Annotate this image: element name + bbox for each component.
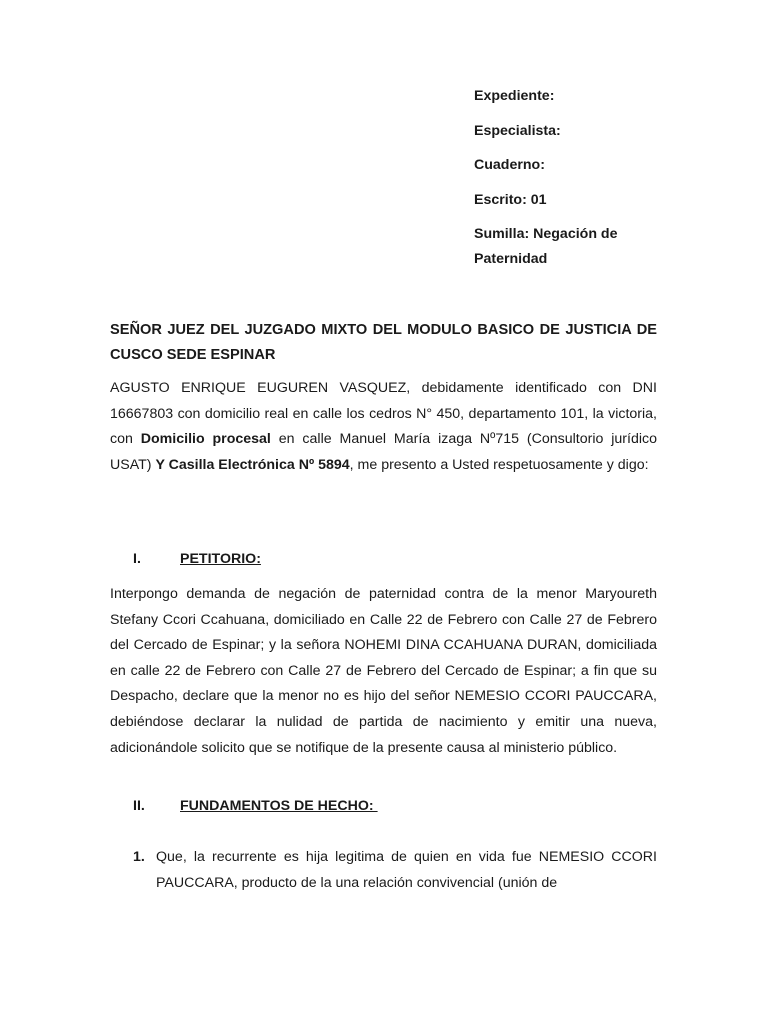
- petitorio-paragraph: Interpongo demanda de negación de paternidad contra de la menor Maryoureth Stefany Ccori Ccahuana, domiciliado en Calle 22 de Febrero con Calle 27 de Febrero del Cercado de Espinar; y la señora NOHEMI DINA CCAHUANA DURAN, domiciliada en calle 22 de Febrero con Calle 27 de Febrero del Cercado de Espinar; a fin que su Despacho, declare que la menor no es hijo del señor NEMESIO CCORI PAUCCARA, debiéndose declarar la nulidad de partida de nacimiento y emitir una nueva, adicionándole solicito que se notifique de la presente causa al ministerio público.: [110, 586, 657, 756]
- section-number: II.: [133, 798, 145, 814]
- expediente-label: Expediente:: [474, 88, 555, 104]
- escrito-label: Escrito: 01: [474, 191, 547, 208]
- sumilla-label-continued: Paternidad: [474, 251, 548, 267]
- especialista-label: Especialista:: [474, 122, 561, 139]
- sumilla-label: Sumilla: Negación de: [474, 226, 618, 242]
- numbered-item: [133, 845, 657, 896]
- section-title: FUNDAMENTOS DE HECHO:: [180, 798, 378, 814]
- intro-text-part1: AGUSTO ENRIQUE EUGUREN VASQUEZ, debidamente identificado con DNI 16667803 con domicilio real en calle los cedros N° 450, departamento 101, la victoria, con: [110, 380, 657, 448]
- addressee-heading: SEÑOR JUEZ DEL JUZGADO MIXTO DEL MODULO BASICO DE JUSTICIA DE CUSCO SEDE ESPINAR: [110, 322, 657, 363]
- intro-paragraph: [110, 376, 657, 478]
- section-number: I.: [133, 551, 141, 567]
- item-text: Que, la recurrente es hija legitima de quien en vida fue NEMESIO CCORI PAUCCARA, producto de la una relación convivencial (unión de: [156, 849, 657, 891]
- domicilio-procesal-bold: Domicilio procesal: [140, 431, 271, 448]
- section-title: PETITORIO:: [180, 551, 261, 567]
- intro-text-part3: , me presento a Usted respetuosamente y digo:: [349, 456, 649, 473]
- casilla-electronica-bold: Y Casilla Electrónica Nº 5894: [155, 456, 350, 473]
- cuaderno-label: Cuaderno:: [474, 157, 545, 173]
- case-header: [474, 84, 674, 272]
- intro-text-part2: en calle Manuel María izaga Nº715 (Consultorio jurídico USAT): [110, 431, 657, 473]
- item-number: 1.: [133, 849, 145, 865]
